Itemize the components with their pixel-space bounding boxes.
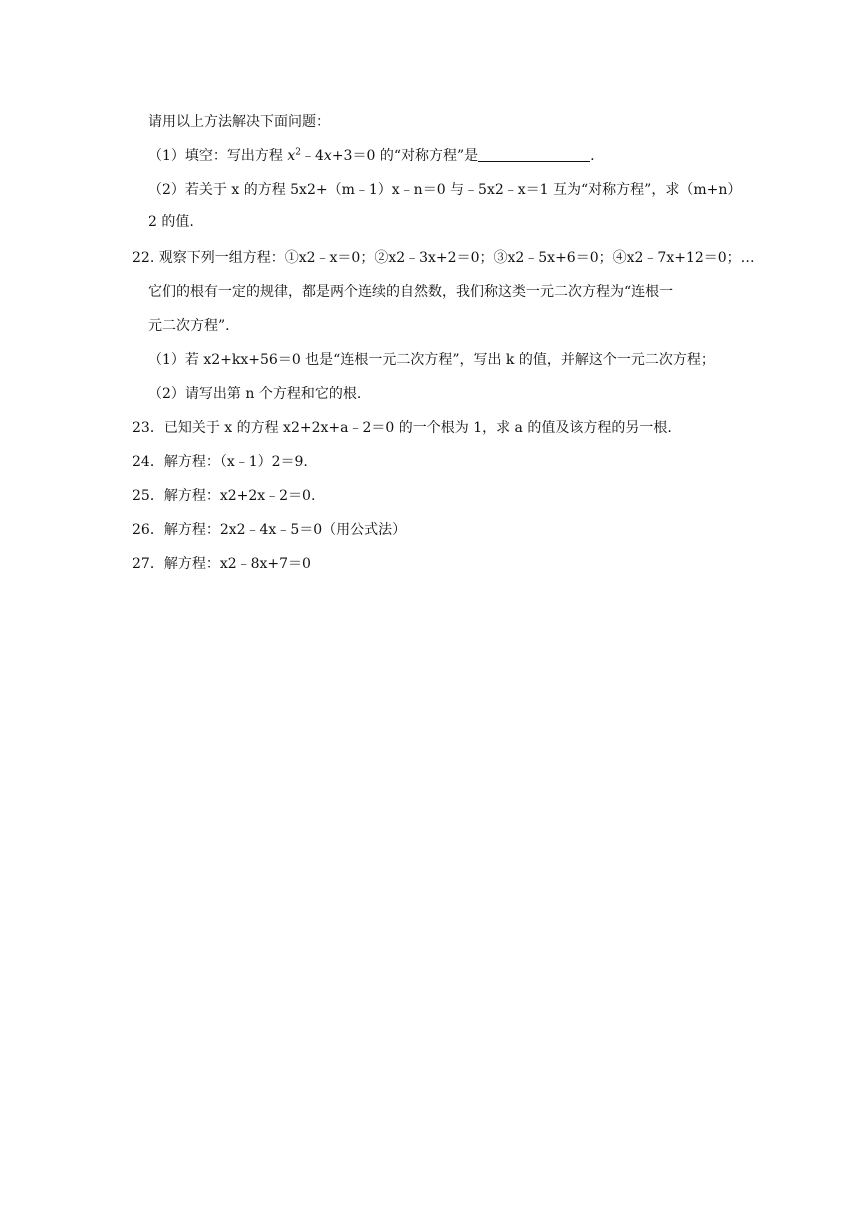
q25: 25．解方程：x2+2x﹣2＝0. (132, 488, 316, 504)
q21-part1: （1）填空：写出方程 $x^2﹣4x+3=0$ 的“对称方程”是 . (148, 147, 595, 164)
q22-line2: 它们的根有一定的规律，都是两个连续的自然数，我们称这类一元二次方程为“连根一 (148, 284, 674, 300)
intro-text: 请用以上方法解决下面问题： (148, 114, 330, 130)
q22-part1: （1）若 x2+kx+56＝0 也是“连根一元二次方程”，写出 k 的值，并解这个一元二次方程； (148, 352, 715, 368)
q24: 24．解方程：（x﹣1）2＝9. (132, 454, 308, 470)
q22-line3: 元二次方程”. (148, 318, 230, 334)
q22-part2: （2）请写出第 n 个方程和它的根. (148, 386, 362, 402)
q21-part2-cont: 2 的值. (148, 214, 194, 230)
q23: 23．已知关于 x 的方程 x2+2x+a﹣2＝0 的一个根为 1，求 a 的值及该方程的另一根. (132, 420, 672, 436)
q27: 27．解方程：x2﹣8x+7＝0 (132, 556, 311, 572)
q22-line1: 22. 观察下列一组方程：①x2﹣x＝0；②x2﹣3x+2＝0；③x2﹣5x+6＝0；④x2﹣7x+12＝0；… (132, 250, 755, 266)
answer-blank[interactable] (478, 147, 590, 162)
q21-part2: （2）若关于 x 的方程 5x2+（m﹣1）x﹣n＝0 与﹣5x2﹣x＝1 互为“对称方程”，求（m+n） (148, 182, 742, 198)
q26: 26．解方程：2x2﹣4x﹣5＝0（用公式法） (132, 522, 407, 538)
